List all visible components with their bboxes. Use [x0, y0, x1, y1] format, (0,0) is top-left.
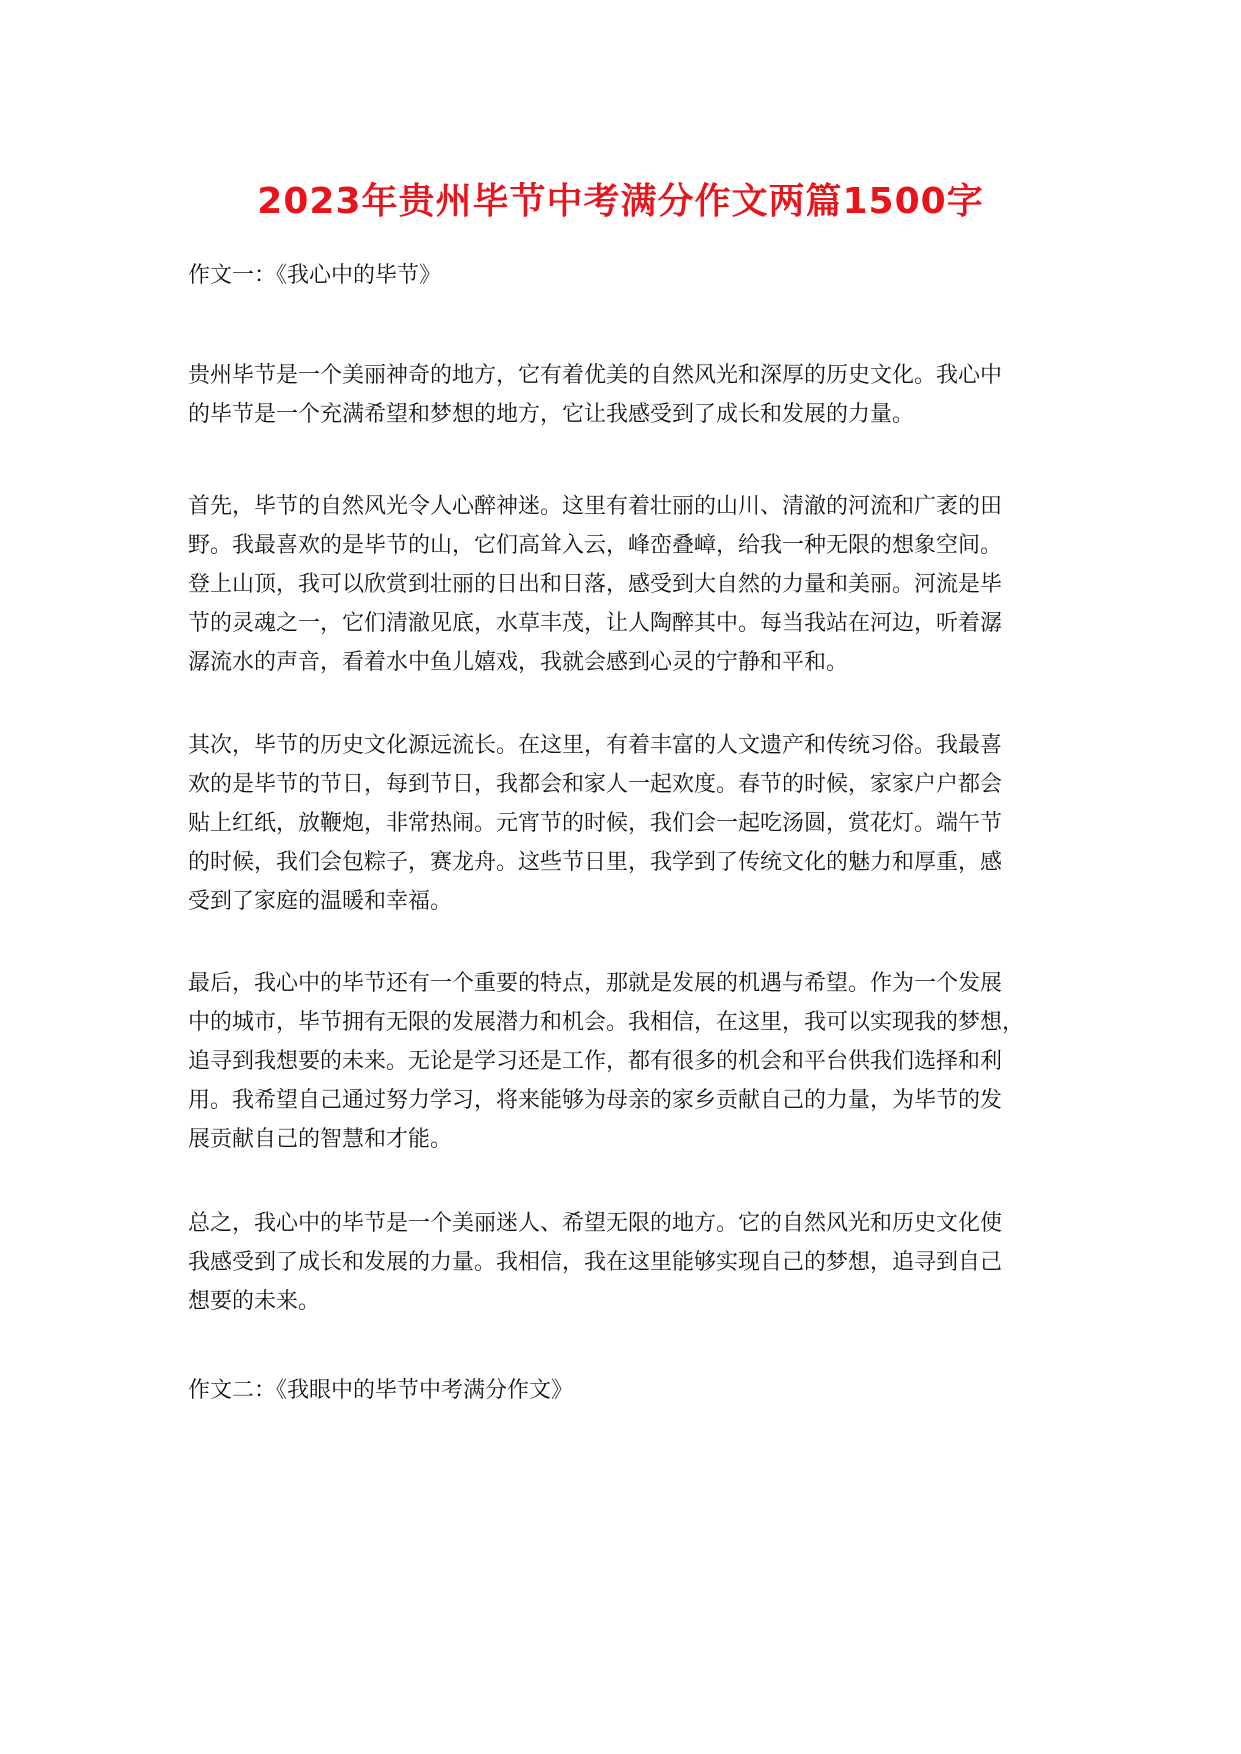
paragraph-line: 想要的未来。 — [188, 1289, 321, 1314]
essay-one-paragraph-4 — [188, 964, 1068, 1159]
paragraph-line: 欢的是毕节的节日，每到节日，我都会和家人一起欢度。春节的时候，家家户户都会 — [188, 772, 1003, 797]
paragraph-line: 用。我希望自己通过努力学习，将来能够为母亲的家乡贡献自己的力量，为毕节的发 — [188, 1088, 1003, 1113]
paragraph-line: 展贡献自己的智慧和才能。 — [188, 1127, 453, 1152]
essay-two-heading: 作文二：《我眼中的毕节中考满分作文》 — [188, 1378, 574, 1403]
paragraph-line: 受到了家庭的温暖和幸福。 — [188, 889, 453, 914]
paragraph-line: 首先，毕节的自然风光令人心醉神迷。这里有着壮丽的山川、清澈的河流和广袤的田 — [188, 494, 1003, 519]
paragraph-line: 贵州毕节是一个美丽神奇的地方，它有着优美的自然风光和深厚的历史文化。我心中 — [188, 363, 1003, 388]
paragraph-line: 的时候，我们会包粽子，赛龙舟。这些节日里，我学到了传统文化的魅力和厚重，感 — [188, 850, 1003, 875]
paragraph-line: 中的城市，毕节拥有无限的发展潜力和机会。我相信，在这里，我可以实现我的梦想， — [188, 1010, 1025, 1035]
paragraph-line: 最后，我心中的毕节还有一个重要的特点，那就是发展的机遇与希望。作为一个发展 — [188, 971, 1003, 996]
essay-one-paragraph-3 — [188, 726, 1068, 921]
essay-one-paragraph-2 — [188, 487, 1068, 682]
paragraph-line: 的毕节是一个充满希望和梦想的地方，它让我感受到了成长和发展的力量。 — [188, 402, 915, 427]
paragraph-line: 总之，我心中的毕节是一个美丽迷人、希望无限的地方。它的自然风光和历史文化使 — [188, 1211, 1003, 1236]
paragraph-line: 野。我最喜欢的是毕节的山，它们高耸入云，峰峦叠嶂，给我一种无限的想象空间。 — [188, 533, 1003, 558]
paragraph-line: 潺流水的声音，看着水中鱼儿嬉戏，我就会感到心灵的宁静和平和。 — [188, 650, 849, 675]
essay-one-paragraph-5 — [188, 1204, 1068, 1321]
paragraph-line: 追寻到我想要的未来。无论是学习还是工作，都有很多的机会和平台供我们选择和利 — [188, 1049, 1003, 1074]
paragraph-line: 节的灵魂之一，它们清澈见底，水草丰茂，让人陶醉其中。每当我站在河边，听着潺 — [188, 611, 1003, 636]
paragraph-line: 其次，毕节的历史文化源远流长。在这里，有着丰富的人文遗产和传统习俗。我最喜 — [188, 733, 1003, 758]
paragraph-line: 贴上红纸，放鞭炮，非常热闹。元宵节的时候，我们会一起吃汤圆，赏花灯。端午节 — [188, 811, 1003, 836]
paragraph-line: 我感受到了成长和发展的力量。我相信，我在这里能够实现自己的梦想，追寻到自己 — [188, 1250, 1003, 1275]
essay-one-paragraph-1 — [188, 356, 1068, 434]
essay-one-heading: 作文一：《我心中的毕节》 — [188, 263, 442, 288]
document-title: 2023年贵州毕节中考满分作文两篇1500字 — [257, 181, 984, 222]
paragraph-line: 登上山顶，我可以欣赏到壮丽的日出和日落，感受到大自然的力量和美丽。河流是毕 — [188, 572, 1003, 597]
